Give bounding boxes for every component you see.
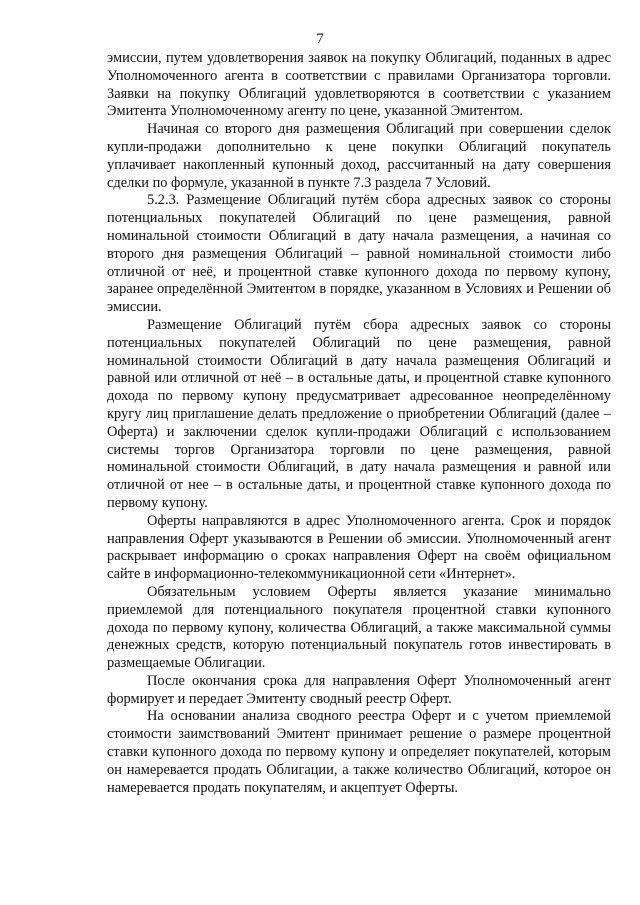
paragraph-8: На основании анализа сводного реестра Оферт и с учетом приемлемой стоимости заимствований Эмитент принимает решение о размере процентной ставки купонного дохода по первому купону и определяет покупателей, которым он намеревается продать Облигации, а также количество Облигаций, которое он намеревается продать покупателям, и акцептует Оферты. [107,708,611,796]
paragraph-6: Обязательным условием Оферты является указание минимально приемлемой для потенциального покупателя процентной ставки купонного дохода по первому купону, количества Облигаций, а также максимальной суммы денежных средств, которую потенциальный покупатель готов инвестировать в размещаемые Облигации. [107,583,611,672]
paragraph-4: Размещение Облигаций путём сбора адресных заявок со стороны потенциальных покупателей Облигаций по цене размещения, равной номинальной стоимости Облигаций в дату начала размещения Облигаций и равной или отличной от неё – в остальные даты, и процентной ставке купонного дохода по первому купону предусматривает адресованное неопределённому кругу лиц приглашение делать предложение о приобретении Облигаций (далее – Оферта) и заключении сделок купли-продажи Облигаций с использованием системы торгов Организатора торговли по цене размещения, равной номинальной стоимости Облигаций, в дату начала размещения и равной или отличной от нее – в остальные даты, и процентной ставке купонного дохода по первому купону. [107,316,611,511]
paragraph-1: эмиссии, путем удовлетворения заявок на покупку Облигаций, поданных в адрес Уполномоченного агента в соответствии с правилами Организатора торговли. Заявки на покупку Облигаций удовлетворяются в соответствии с указанием Эмитента Уполномоченному агенту по цене, указанной Эмитентом. [107,50,611,120]
paragraph-7: После окончания срока для направления Оферт Уполномоченный агент формирует и передает Эмитенту сводный реестр Оферт. [107,672,611,707]
paragraph-5: Оферты направляются в адрес Уполномоченного агента. Срок и порядок направления Оферт указываются в Решении об эмиссии. Уполномоченный агент раскрывает информацию о сроках направления Оферт на своём официальном сайте в информационно-телекоммуникационной сети «Интернет». [107,512,611,583]
page-number: 7 [316,31,324,47]
document-body [107,50,611,797]
paragraph-3: 5.2.3. Размещение Облигаций путём сбора адресных заявок со стороны потенциальных покупателей Облигаций по цене размещения, равной номинальной стоимости Облигаций в дату начала размещения, а начиная со второго дня размещения Облигаций – равной номинальной стоимости либо отличной от неё, и процентной ставке купонного дохода по первому купону, заранее определённой Эмитентом в порядке, указанном в Условиях и Решении об эмиссии. [107,192,611,316]
paragraph-2: Начиная со второго дня размещения Облигаций при совершении сделок купли-продажи дополнительно к цене покупки Облигаций покупатель уплачивает накопленный купонный доход, рассчитанный на дату совершения сделки по формуле, указанной в пункте 7.3 раздела 7 Условий. [107,121,611,191]
